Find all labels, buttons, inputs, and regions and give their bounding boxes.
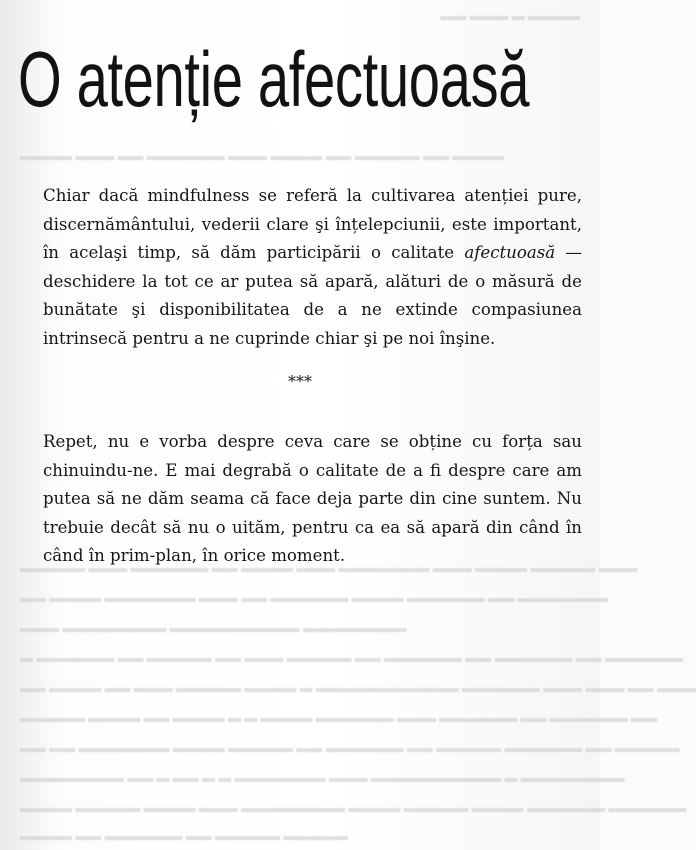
show-through-texture: ▬▬ ▬▬ ▬▬▬▬▬▬▬ ▬▬▬▬ ▬▬▬▬▬ ▬▬ ▬▬▬▬▬▬ ▬▬ ▬▬▬▬▬ ▬▬▬▬▬▬ ▬▬ ▬▬▬▬▬ [20, 740, 680, 755]
show-through-texture: ▬▬▬▬ ▬▬▬ ▬▬ ▬▬▬▬▬▬ ▬▬▬ ▬▬▬▬ ▬▬ ▬▬▬▬▬ ▬▬ ▬▬▬▬ [20, 148, 505, 163]
show-through-texture: ▬▬▬ ▬▬▬▬▬▬▬▬ ▬▬▬▬▬▬▬▬▬▬ ▬▬▬▬▬▬▬▬ [20, 620, 407, 635]
paragraph-1-text-continued: — deschidere la tot ce ar putea să apară, alături de o măsură de bunătate şi disponibilitatea de a ne extinde compasiunea intrinsecă pentru a ne cuprinde chiar şi pe noi înşine. [43, 243, 582, 348]
emphasized-word: afectuoasă [464, 243, 556, 263]
show-through-texture: ▬▬▬▬▬▬▬▬ ▬▬ ▬ ▬▬ ▬ ▬ ▬▬▬▬▬▬▬ ▬▬▬ ▬▬▬▬▬▬▬▬▬▬ ▬ ▬▬▬▬▬▬▬▬ [20, 770, 625, 785]
show-through-texture: ▬▬ ▬▬▬ ▬ ▬▬▬▬ [440, 8, 580, 23]
show-through-texture: ▬▬▬▬ ▬▬▬▬▬ ▬▬▬▬ ▬▬▬ ▬▬▬▬▬▬▬▬ ▬▬▬▬ ▬▬▬▬▬ ▬▬▬▬ ▬▬▬▬▬▬ ▬▬▬▬▬▬ [20, 800, 687, 815]
show-through-texture: ▬▬ ▬▬▬▬ ▬▬ ▬▬▬ ▬▬▬▬▬ ▬▬▬▬ ▬ ▬▬▬▬▬▬▬▬▬▬▬ ▬▬▬▬▬▬ ▬▬▬ ▬▬▬ ▬▬ ▬▬▬ [20, 680, 696, 695]
paragraph-1 [43, 182, 582, 354]
show-through-texture: ▬▬ ▬▬▬▬ ▬▬▬▬▬▬▬ ▬▬▬ ▬▬ ▬▬▬▬▬▬ ▬▬▬▬ ▬▬▬▬▬▬ ▬▬ ▬▬▬▬▬▬▬ [20, 590, 609, 605]
show-through-texture: ▬▬▬▬ ▬▬ ▬▬▬▬▬▬ ▬▬ ▬▬▬▬▬ ▬▬▬▬▬ [20, 828, 349, 843]
section-separator: *** [288, 372, 312, 391]
show-through-texture: ▬ ▬▬▬▬▬▬ ▬▬ ▬▬▬▬▬ ▬▬ ▬▬▬ ▬▬▬▬▬ ▬▬ ▬▬▬▬▬▬ ▬▬ ▬▬▬▬▬▬ ▬▬ ▬▬▬▬▬▬ [20, 650, 683, 665]
paragraph-2: Repet, nu e vorba despre ceva care se obține cu forța sau chinuindu-ne. E mai degrabă o calitate de a fi despre care am putea să ne dăm seama că face deja parte din cine suntem. Nu trebuie decât să nu o uităm, pentru ca ea să apară din când în când în prim-plan, în orice moment. [43, 432, 582, 566]
show-through-texture: ▬▬▬▬▬ ▬▬▬▬ ▬▬ ▬▬▬▬ ▬ ▬ ▬▬▬▬ ▬▬▬▬▬▬ ▬▬▬ ▬▬▬▬▬▬ ▬▬ ▬▬▬▬▬▬ ▬▬ [20, 710, 657, 725]
show-through-texture: ▬▬▬▬▬ ▬▬▬ ▬▬▬▬▬▬ ▬▬ ▬▬▬▬ ▬▬▬ ▬▬▬▬▬▬▬ ▬▬▬ ▬▬▬▬ ▬▬▬▬▬ ▬▬▬ [20, 560, 638, 575]
paragraph-1-text: Chiar dacă mindfulness se referă la cultivarea atenției pure, discernământului, vederii clare şi înțelepciunii, este important, în acelaşi timp, să dăm participării o calitate [43, 186, 582, 263]
chapter-title: O atenție afectuoasă [18, 35, 530, 123]
